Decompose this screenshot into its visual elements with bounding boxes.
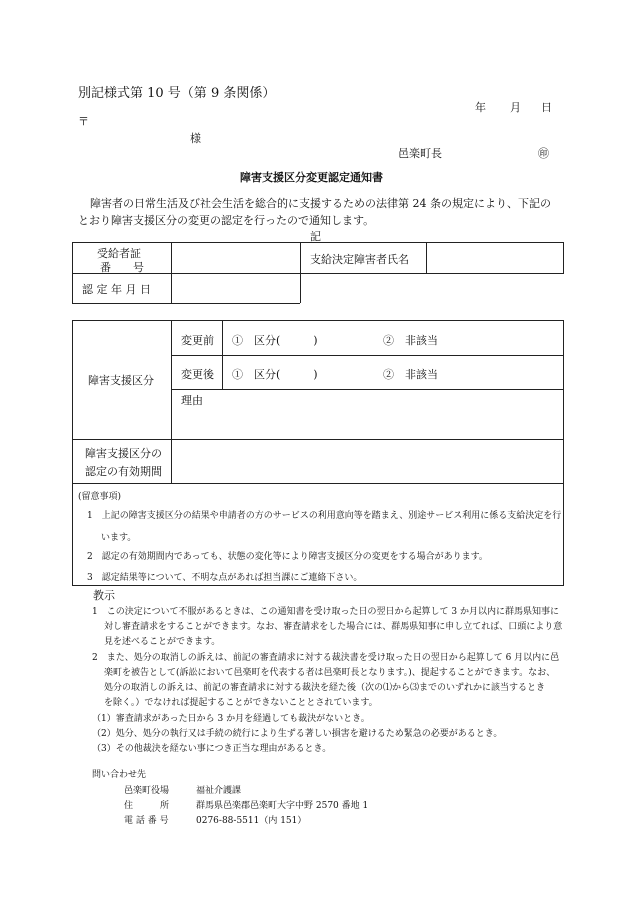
before-option-category: ① 区分( ) bbox=[232, 334, 318, 347]
date-year: 年 bbox=[475, 101, 486, 114]
validity-label-2: 認定の有効期間 bbox=[85, 465, 162, 478]
intro-line-1: 障害者の日常生活及び社会生活を総合的に支援するための法律第 24 条の規定により、下記の bbox=[90, 197, 551, 210]
issuer-name: 邑楽町長 bbox=[398, 147, 442, 160]
before-option-not-applicable: ② 非該当 bbox=[383, 334, 438, 347]
reason-label: 理由 bbox=[181, 394, 203, 407]
postal-mark: 〒 bbox=[78, 115, 89, 128]
category-label: 障害支援区分 bbox=[88, 374, 154, 387]
contact-section: 福祉介護課 bbox=[196, 786, 242, 796]
instruction-1-line-1: 1 この決定について不服があるときは、この通知書を受け取った日の翌日から起算して 3 か月以内に群馬県知事に bbox=[92, 607, 559, 617]
instruction-1-line-3: 見を述べることができます。 bbox=[104, 637, 221, 647]
contact-office: 邑楽町役場 bbox=[124, 786, 170, 796]
seal-mark: ㊞ bbox=[538, 147, 549, 160]
document-title: 障害支援区分変更認定通知書 bbox=[240, 171, 383, 184]
note-2: 2 認定の有効期間内であっても、状態の変化等により障害支援区分の変更をする場合があります。 bbox=[87, 552, 488, 562]
date-day: 日 bbox=[541, 101, 552, 114]
instruction-2-line-2: 楽町を被告として(訴訟において邑楽町を代表する者は邑楽町長となります。)、提起することができます。なお、 bbox=[104, 668, 556, 678]
decision-name-label: 支給決定障害者氏名 bbox=[310, 253, 409, 266]
note-1-line-2: います。 bbox=[101, 533, 137, 543]
instruction-1-line-2: 対し審査請求をすることができます。なお、審査請求をした場合には、群馬県知事に申し立てれば、口頭により意 bbox=[104, 622, 563, 632]
validity-label-1: 障害支援区分の bbox=[85, 447, 162, 460]
notes-title: (留意事項) bbox=[78, 492, 122, 502]
instruction-sub-2: （2）処分、処分の執行又は手続の続行により生ずる著しい損害を避けるため緊急の必要があるとき。 bbox=[92, 729, 503, 739]
note-1-line-1: 1 上記の障害支援区分の結果や申請者の方のサービスの利用意向等を踏まえ、別途サービス利用に係る支給決定を行 bbox=[87, 511, 562, 521]
after-label: 変更後 bbox=[181, 368, 214, 381]
instruction-sub-1: （1）審査請求があった日から 3 か月を経過しても裁決がないとき。 bbox=[92, 714, 370, 724]
contact-title: 問い合わせ先 bbox=[92, 770, 147, 780]
intro-line-2: とおり障害支援区分の変更の認定を行ったので通知します。 bbox=[78, 214, 375, 227]
cert-date-label: 認 定 年 月 日 bbox=[82, 283, 151, 296]
recipient-no-label-2: 番 号 bbox=[100, 261, 144, 274]
form-number: 別記様式第 10 号（第 9 条関係） bbox=[78, 86, 276, 101]
after-option-category: ① 区分( ) bbox=[232, 368, 318, 381]
recipient-no-label-1: 受給者証 bbox=[97, 247, 141, 260]
after-option-not-applicable: ② 非該当 bbox=[383, 368, 438, 381]
note-3: 3 認定結果等について、不明な点があれば担当課にご連絡下さい。 bbox=[87, 573, 363, 583]
ki-mark: 記 bbox=[310, 230, 321, 243]
instruction-2-line-1: 2 また、処分の取消しの訴えは、前記の審査請求に対する裁決書を受け取った日の翌日から起算して 6 月以内に邑 bbox=[92, 653, 560, 663]
before-label: 変更前 bbox=[181, 334, 214, 347]
instruction-sub-3: （3）その他裁決を経ない事につき正当な理由があるとき。 bbox=[92, 744, 332, 754]
instruction-2-line-4: を除く。）でなければ提起することができないこととされています。 bbox=[104, 698, 378, 708]
instructions-title: 教示 bbox=[93, 589, 115, 602]
instruction-2-line-3: 処分の取消しの訴えは、前記の審査請求に対する裁決を経た後（次の⑴から⑶までのいずれかに該当するとき bbox=[104, 683, 546, 693]
date-month: 月 bbox=[510, 101, 521, 114]
contact-phone: 0276-88-5511（内 151） bbox=[196, 816, 307, 826]
contact-address-label: 住 所 bbox=[124, 801, 170, 811]
contact-phone-label: 電 話 番 号 bbox=[124, 816, 169, 826]
addressee-suffix: 様 bbox=[190, 132, 201, 145]
contact-address: 群馬県邑楽郡邑楽町大字中野 2570 番地 1 bbox=[196, 801, 369, 811]
